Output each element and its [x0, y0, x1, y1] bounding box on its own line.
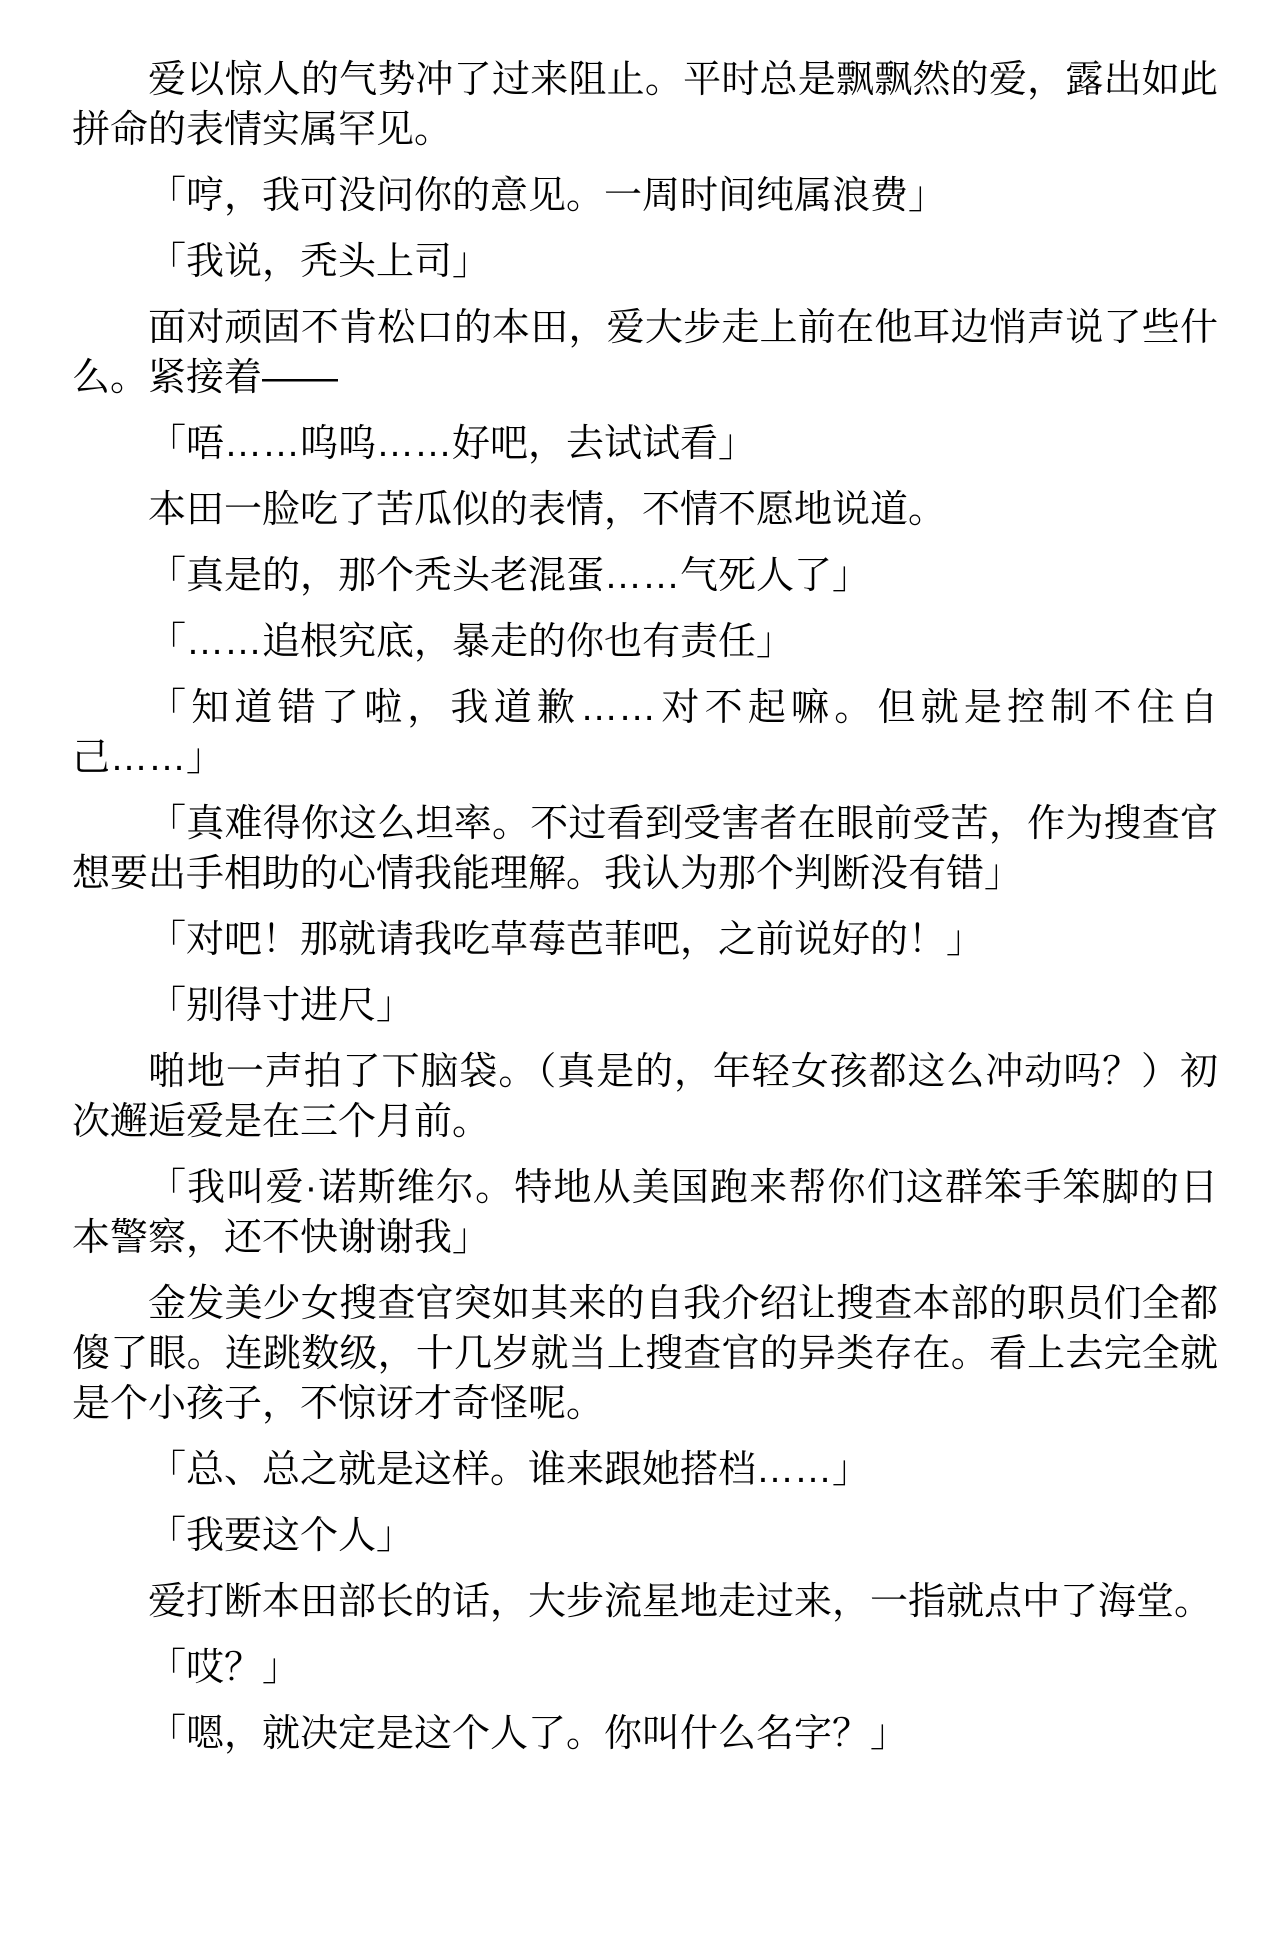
paragraph-dialogue: 「我要这个人」: [148, 1515, 415, 1557]
paragraph-dialogue: 「我叫爱·诺斯维尔。特地从美国跑来帮你们这群笨手笨脚的日本警察，还不快谢谢我」: [72, 1167, 1218, 1259]
paragraph: 啪地一声拍了下脑袋。（真是的，年轻女孩都这么冲动吗？）初次邂逅爱是在三个月前。: [72, 1051, 1218, 1143]
paragraph: 面对顽固不肯松口的本田，爱大步走上前在他耳边悄声说了些什么。紧接着——: [72, 307, 1218, 399]
paragraph-dialogue: 「唔……呜呜……好吧，去试试看」: [148, 423, 757, 465]
paragraph: 本田一脸吃了苦瓜似的表情，不情不愿地说道。: [148, 489, 947, 531]
paragraph-dialogue: 「……追根究底，暴走的你也有责任」: [148, 621, 795, 663]
paragraph-dialogue: 「总、总之就是这样。谁来跟她搭档……」: [148, 1449, 871, 1491]
paragraph-dialogue: 「嗯，就决定是这个人了。你叫什么名字？」: [148, 1713, 909, 1755]
paragraph-dialogue: 「真难得你这么坦率。不过看到受害者在眼前受苦，作为搜查官想要出手相助的心情我能理解。我认为那个判断没有错」: [72, 803, 1218, 895]
paragraph: 爱以惊人的气势冲了过来阻止。平时总是飘飘然的爱，露出如此拼命的表情实属罕见。: [72, 59, 1218, 151]
paragraph-dialogue: 「哎？」: [148, 1647, 301, 1689]
paragraph-list: [72, 55, 1218, 1759]
paragraph-dialogue: 「真是的，那个秃头老混蛋……气死人了」: [148, 555, 871, 597]
paragraph: 爱打断本田部长的话，大步流星地走过来，一指就点中了海堂。: [148, 1581, 1213, 1623]
paragraph: 金发美少女搜查官突如其来的自我介绍让搜查本部的职员们全都傻了眼。连跳数级，十几岁就当上搜查官的异类存在。看上去完全就是个小孩子，不惊讶才奇怪呢。: [72, 1283, 1218, 1425]
paragraph-dialogue: 「哼，我可没问你的意见。一周时间纯属浪费」: [148, 175, 947, 217]
paragraph-dialogue: 「知道错了啦，我道歉……对不起嘛。但就是控制不住自己……」: [72, 687, 1218, 779]
paragraph-dialogue: 「我说，秃头上司」: [148, 241, 491, 283]
paragraph-dialogue: 「对吧！那就请我吃草莓芭菲吧，之前说好的！」: [148, 919, 985, 961]
paragraph-dialogue: 「别得寸进尺」: [148, 985, 415, 1027]
